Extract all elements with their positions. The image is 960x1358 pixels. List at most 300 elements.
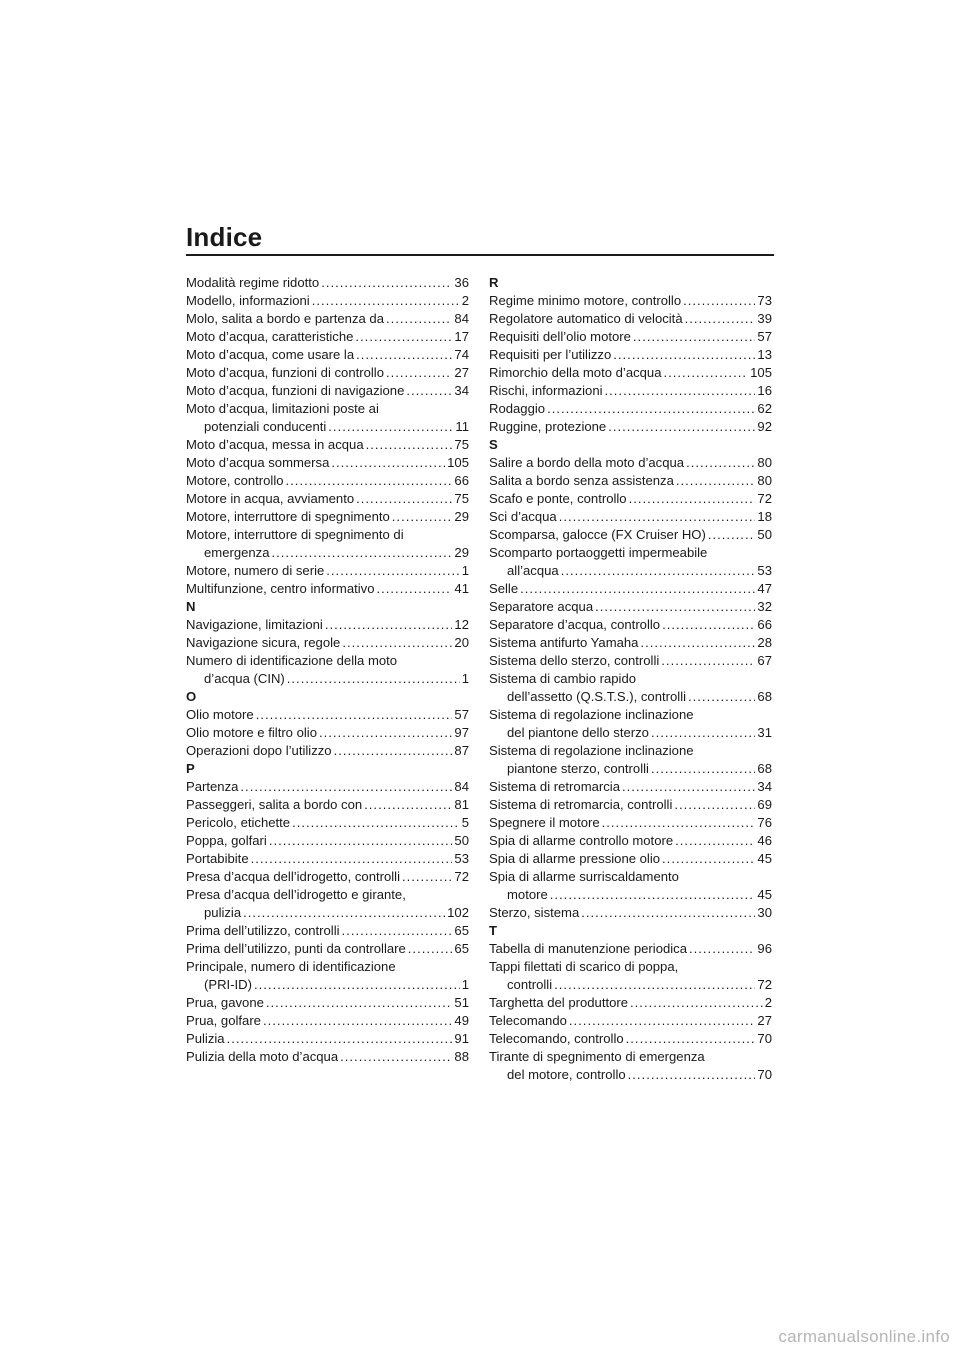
index-entry-text: Sistema di regolazione inclinazione <box>489 707 694 722</box>
index-entry <box>489 382 772 400</box>
index-entry <box>489 1030 772 1048</box>
index-entry <box>489 958 772 976</box>
index-entry-text: Numero di identificazione della moto <box>186 653 398 668</box>
index-page-number: 68 <box>757 761 772 776</box>
index-entry <box>489 616 772 634</box>
index-entry-text: dell’assetto (Q.S.T.S.), controlli <box>507 689 687 704</box>
index-entry <box>489 670 772 688</box>
dot-leader <box>554 976 755 994</box>
dot-leader <box>708 526 756 544</box>
index-page-number: 53 <box>454 851 469 866</box>
index-entry <box>489 832 772 850</box>
dot-leader <box>406 382 452 400</box>
index-entry-text: Telecomando, controllo <box>489 1031 624 1046</box>
index-section-letter <box>186 760 469 778</box>
watermark: carmanualsonline.info <box>778 1327 950 1346</box>
index-entry <box>186 868 469 886</box>
index-entry <box>186 616 469 634</box>
index-page-number: 70 <box>757 1067 772 1082</box>
dot-leader <box>321 274 452 292</box>
index-entry <box>186 832 469 850</box>
index-entry <box>489 508 772 526</box>
index-entry-text: Modalità regime ridotto <box>186 275 320 290</box>
index-entry <box>186 562 469 580</box>
index-page-number: 50 <box>454 833 469 848</box>
dot-leader <box>626 1030 756 1048</box>
dot-leader <box>661 652 755 670</box>
index-entry-text: Targhetta del produttore <box>489 995 629 1010</box>
index-entry-text: Moto d’acqua, funzioni di navigazione <box>186 383 405 398</box>
index-entry <box>489 1048 772 1066</box>
dot-leader <box>676 472 756 490</box>
dot-leader <box>286 472 453 490</box>
index-entry-text: Moto d’acqua, funzioni di controllo <box>186 365 384 380</box>
index-entry <box>186 328 469 346</box>
index-entry <box>489 292 772 310</box>
index-page-number: 45 <box>757 851 772 866</box>
dot-leader <box>613 346 755 364</box>
dot-leader <box>292 814 460 832</box>
dot-leader <box>356 346 452 364</box>
index-entry <box>489 904 772 922</box>
index-entry-text: Presa d’acqua dell’idrogetto, controlli <box>186 869 400 884</box>
index-page-number: 29 <box>454 545 469 560</box>
index-page-number: 27 <box>454 365 469 380</box>
index-entry <box>489 346 772 364</box>
index-entry-text: Portabibite <box>186 851 249 866</box>
index-entry-text: T <box>489 923 497 938</box>
index-entry-text: Sistema antifurto Yamaha <box>489 635 639 650</box>
index-entry <box>186 724 469 742</box>
dot-leader <box>342 634 452 652</box>
index-entry <box>186 526 469 544</box>
index-entry-text: (PRI-ID) <box>204 977 253 992</box>
index-page-number: 66 <box>454 473 469 488</box>
index-entry-text: Requisiti per l’utilizzo <box>489 347 612 362</box>
dot-leader <box>366 436 453 454</box>
index-entry-text: Ruggine, protezione <box>489 419 607 434</box>
index-entry <box>186 742 469 760</box>
index-page-number: 57 <box>757 329 772 344</box>
dot-leader <box>251 850 453 868</box>
index-entry-text: Sistema di retromarcia <box>489 779 620 794</box>
dot-leader <box>550 886 756 904</box>
index-page-number: 65 <box>454 923 469 938</box>
index-entry-text: Moto d’acqua, limitazioni poste ai <box>186 401 379 416</box>
index-entry <box>489 688 772 706</box>
index-page-number: 96 <box>757 941 772 956</box>
index-page-number: 2 <box>461 293 469 308</box>
index-entry-text: motore <box>507 887 548 902</box>
index-entry <box>186 796 469 814</box>
index-page-number: 30 <box>757 905 772 920</box>
index-entry-text: Modello, informazioni <box>186 293 310 308</box>
index-entry-text: Prima dell’utilizzo, controlli <box>186 923 340 938</box>
index-entry-text: Operazioni dopo l’utilizzo <box>186 743 332 758</box>
dot-leader <box>340 1048 452 1066</box>
index-entry-text: Rischi, informazioni <box>489 383 603 398</box>
dot-leader <box>602 814 756 832</box>
dot-leader <box>325 616 453 634</box>
index-page-number: 13 <box>757 347 772 362</box>
dot-leader <box>256 706 453 724</box>
dot-leader <box>559 508 756 526</box>
dot-leader <box>272 544 453 562</box>
index-entry-text: Sci d’acqua <box>489 509 557 524</box>
index-entry <box>489 598 772 616</box>
index-entry <box>186 994 469 1012</box>
index-page-number: 46 <box>757 833 772 848</box>
index-entry-text: Motore, controllo <box>186 473 284 488</box>
dot-leader <box>254 976 460 994</box>
index-entry-text: Scomparsa, galocce (FX Cruiser HO) <box>489 527 706 542</box>
index-entry <box>489 940 772 958</box>
index-entry <box>489 652 772 670</box>
dot-leader <box>356 490 452 508</box>
dot-leader <box>683 292 755 310</box>
index-page-number: 91 <box>454 1031 469 1046</box>
index-page-number: 34 <box>454 383 469 398</box>
index-entry-text: Moto d’acqua, come usare la <box>186 347 355 362</box>
index-page-number: 66 <box>757 617 772 632</box>
index-entry-text: Tappi filettati di scarico di poppa, <box>489 959 679 974</box>
index-entry-text: Regime minimo motore, controllo <box>489 293 682 308</box>
index-entry <box>186 778 469 796</box>
index-entry-text: Spegnere il motore <box>489 815 600 830</box>
index-entry-text: Moto d’acqua, messa in acqua <box>186 437 364 452</box>
index-page-number: 27 <box>757 1013 772 1028</box>
index-entry-text: Rodaggio <box>489 401 546 416</box>
index-entry-text: Tirante di spegnimento di emergenza <box>489 1049 705 1064</box>
index-entry <box>489 706 772 724</box>
dot-leader <box>662 616 755 634</box>
index-entry-text: Prima dell’utilizzo, punti da controllare <box>186 941 406 956</box>
dot-leader <box>547 400 755 418</box>
index-entry-text: del motore, controllo <box>507 1067 626 1082</box>
dot-leader <box>386 364 452 382</box>
index-entry-text: Salire a bordo della moto d’acqua <box>489 455 685 470</box>
dot-leader <box>633 328 756 346</box>
index-page-number: 12 <box>454 617 469 632</box>
index-entry-text: Navigazione sicura, regole <box>186 635 341 650</box>
index-entry <box>489 742 772 760</box>
dot-leader <box>331 454 445 472</box>
dot-leader <box>227 1030 453 1048</box>
index-entry <box>186 508 469 526</box>
index-entry-text: Motore in acqua, avviamento <box>186 491 355 506</box>
dot-leader <box>662 850 755 868</box>
index-entry-text: Motore, interruttore di spegnimento di <box>186 527 404 542</box>
index-entry-text: pulizia <box>204 905 242 920</box>
index-entry <box>489 1012 772 1030</box>
index-entry-text: Navigazione, limitazioni <box>186 617 323 632</box>
index-page-number: 20 <box>454 635 469 650</box>
index-page-number: 34 <box>757 779 772 794</box>
dot-leader <box>266 994 453 1012</box>
index-entry <box>489 454 772 472</box>
index-entry-text: Principale, numero di identificazione <box>186 959 396 974</box>
index-entry-text: Multifunzione, centro informativo <box>186 581 375 596</box>
index-entry-text: Sistema dello sterzo, controlli <box>489 653 660 668</box>
index-entry-text: Sistema di retromarcia, controlli <box>489 797 673 812</box>
index-entry <box>186 364 469 382</box>
index-entry-text: all’acqua <box>507 563 559 578</box>
index-entry <box>186 544 469 562</box>
index-page-number: 29 <box>454 509 469 524</box>
index-page-number: 87 <box>454 743 469 758</box>
index-entry-text: controlli <box>507 977 553 992</box>
index-page-number: 74 <box>454 347 469 362</box>
dot-leader <box>269 832 453 850</box>
dot-leader <box>689 940 755 958</box>
index-page-number: 80 <box>757 473 772 488</box>
dot-leader <box>240 778 452 796</box>
index-page-number: 51 <box>454 995 469 1010</box>
index-entry-text: Presa d’acqua dell’idrogetto e girante, <box>186 887 406 902</box>
index-entry-text: Spia di allarme surriscaldamento <box>489 869 679 884</box>
index-page-number: 105 <box>750 365 772 380</box>
page-title: Indice <box>186 222 263 252</box>
index-entry-text: Prua, golfare <box>186 1013 261 1028</box>
index-entry-text: N <box>186 599 196 614</box>
index-column-left <box>186 274 469 1066</box>
dot-leader <box>334 742 453 760</box>
index-entry <box>489 850 772 868</box>
index-entry <box>489 994 772 1012</box>
index-entry-text: P <box>186 761 195 776</box>
index-section-letter <box>186 598 469 616</box>
index-entry <box>186 1048 469 1066</box>
index-page-number: 50 <box>757 527 772 542</box>
index-entry <box>186 400 469 418</box>
index-entry <box>186 940 469 958</box>
index-page-number: 49 <box>454 1013 469 1028</box>
index-page-number: 102 <box>447 905 469 920</box>
dot-leader <box>640 634 755 652</box>
dot-leader <box>651 760 755 778</box>
index-entry-text: d’acqua (CIN) <box>204 671 285 686</box>
index-page-number: 72 <box>454 869 469 884</box>
index-page-number: 53 <box>757 563 772 578</box>
index-page-number: 32 <box>757 599 772 614</box>
index-entry <box>186 274 469 292</box>
index-column-right <box>489 274 772 1084</box>
index-entry-text: Separatore d’acqua, controllo <box>489 617 661 632</box>
index-entry-text: Olio motore <box>186 707 254 722</box>
index-entry-text: Salita a bordo senza assistenza <box>489 473 674 488</box>
index-section-letter <box>489 922 772 940</box>
index-entry <box>186 706 469 724</box>
index-page-number: 57 <box>454 707 469 722</box>
index-entry <box>186 1030 469 1048</box>
dot-leader <box>628 1066 756 1084</box>
index-entry-text: Pulizia <box>186 1031 225 1046</box>
dot-leader <box>675 832 755 850</box>
dot-leader <box>392 508 453 526</box>
index-page-number: 28 <box>757 635 772 650</box>
dot-leader <box>605 382 756 400</box>
dot-leader <box>408 940 453 958</box>
index-page-number: 81 <box>454 797 469 812</box>
index-entry <box>186 904 469 922</box>
index-entry-text: Motore, numero di serie <box>186 563 325 578</box>
index-page-number: 11 <box>455 419 469 434</box>
title-rule <box>186 254 774 256</box>
dot-leader <box>287 670 460 688</box>
index-entry-text: Olio motore e filtro olio <box>186 725 317 740</box>
index-page-number: 84 <box>454 779 469 794</box>
index-entry-text: Partenza <box>186 779 239 794</box>
index-page-number: 76 <box>757 815 772 830</box>
index-entry-text: Molo, salita a bordo e partenza da <box>186 311 384 326</box>
index-entry-text: Tabella di manutenzione periodica <box>489 941 687 956</box>
index-entry-text: R <box>489 275 499 290</box>
index-entry <box>489 310 772 328</box>
index-entry <box>186 634 469 652</box>
index-page-number: 1 <box>461 563 469 578</box>
dot-leader <box>328 418 453 436</box>
index-entry <box>489 976 772 994</box>
index-section-letter <box>186 688 469 706</box>
index-entry-text: Poppa, golfari <box>186 833 267 848</box>
index-entry <box>186 976 469 994</box>
index-page-number: 70 <box>757 1031 772 1046</box>
index-entry <box>489 778 772 796</box>
index-entry-text: Moto d’acqua, caratteristiche <box>186 329 354 344</box>
index-entry <box>186 670 469 688</box>
index-entry-text: Separatore acqua <box>489 599 594 614</box>
index-entry-text: del piantone dello sterzo <box>507 725 649 740</box>
index-entry-text: Prua, gavone <box>186 995 264 1010</box>
index-page-number: 80 <box>757 455 772 470</box>
index-page-number: 92 <box>757 419 772 434</box>
index-entry <box>489 760 772 778</box>
index-page-number: 69 <box>757 797 772 812</box>
dot-leader <box>685 310 756 328</box>
index-entry-text: Pericolo, etichette <box>186 815 291 830</box>
index-entry <box>489 328 772 346</box>
index-entry <box>186 958 469 976</box>
index-entry <box>489 400 772 418</box>
index-entry <box>489 544 772 562</box>
dot-leader <box>569 1012 756 1030</box>
index-entry-text: potenziali conducenti <box>204 419 327 434</box>
index-page-number: 18 <box>757 509 772 524</box>
dot-leader <box>319 724 452 742</box>
index-page-number: 84 <box>454 311 469 326</box>
index-entry-text: piantone sterzo, controlli <box>507 761 649 776</box>
index-entry <box>186 490 469 508</box>
dot-leader <box>243 904 445 922</box>
index-entry-text: Motore, interruttore di spegnimento <box>186 509 390 524</box>
index-entry-text: emergenza <box>204 545 270 560</box>
index-entry <box>186 310 469 328</box>
dot-leader <box>386 310 452 328</box>
index-entry-text: Scafo e ponte, controllo <box>489 491 627 506</box>
index-entry-text: Rimorchio della moto d’acqua <box>489 365 662 380</box>
dot-leader <box>377 580 453 598</box>
index-page-number: 88 <box>454 1049 469 1064</box>
index-entry-text: Requisiti dell’olio motore <box>489 329 631 344</box>
index-entry <box>489 814 772 832</box>
dot-leader <box>630 994 763 1012</box>
index-page-number: 72 <box>757 491 772 506</box>
index-entry <box>186 382 469 400</box>
index-entry <box>489 724 772 742</box>
index-page-number: 47 <box>757 581 772 596</box>
index-page-number: 16 <box>757 383 772 398</box>
index-entry <box>186 814 469 832</box>
index-entry-text: Selle <box>489 581 519 596</box>
index-entry <box>186 418 469 436</box>
index-entry <box>489 418 772 436</box>
index-entry <box>186 1012 469 1030</box>
dot-leader <box>664 364 749 382</box>
index-page-number: 72 <box>757 977 772 992</box>
dot-leader <box>595 598 755 616</box>
index-entry <box>186 292 469 310</box>
index-page-number: 31 <box>757 725 772 740</box>
index-entry <box>186 652 469 670</box>
index-page-number: 39 <box>757 311 772 326</box>
dot-leader <box>581 904 755 922</box>
index-entry-text: Regolatore automatico di velocità <box>489 311 683 326</box>
index-page-number: 2 <box>764 995 772 1010</box>
dot-leader <box>561 562 756 580</box>
index-page-number: 41 <box>454 581 469 596</box>
dot-leader <box>674 796 755 814</box>
index-entry <box>186 886 469 904</box>
index-entry <box>489 886 772 904</box>
index-entry-text: S <box>489 437 498 452</box>
index-page-number: 45 <box>757 887 772 902</box>
index-entry-text: Moto d’acqua sommersa <box>186 455 330 470</box>
index-entry <box>489 364 772 382</box>
index-page-number: 105 <box>447 455 469 470</box>
index-page-number: 73 <box>757 293 772 308</box>
index-entry-text: Passeggeri, salita a bordo con <box>186 797 363 812</box>
dot-leader <box>355 328 452 346</box>
index-entry-text: Spia di allarme controllo motore <box>489 833 674 848</box>
dot-leader <box>263 1012 452 1030</box>
index-entry-text: Sterzo, sistema <box>489 905 580 920</box>
index-page-number: 36 <box>454 275 469 290</box>
dot-leader <box>651 724 755 742</box>
index-page-number: 68 <box>757 689 772 704</box>
index-page-number: 67 <box>757 653 772 668</box>
index-page-number: 1 <box>461 671 469 686</box>
index-page-number: 75 <box>454 491 469 506</box>
index-page-number: 75 <box>454 437 469 452</box>
index-entry <box>489 868 772 886</box>
index-page-number: 97 <box>454 725 469 740</box>
index-page-number: 62 <box>757 401 772 416</box>
dot-leader <box>629 490 756 508</box>
index-page-number: 17 <box>454 329 469 344</box>
index-entry <box>186 346 469 364</box>
index-section-letter <box>489 436 772 454</box>
dot-leader <box>520 580 755 598</box>
index-entry-text: Sistema di cambio rapido <box>489 671 637 686</box>
index-entry-text: Spia di allarme pressione olio <box>489 851 661 866</box>
index-page-number: 65 <box>454 941 469 956</box>
index-entry <box>489 796 772 814</box>
index-entry <box>186 922 469 940</box>
index-entry-text: Telecomando <box>489 1013 567 1028</box>
index-entry <box>186 472 469 490</box>
dot-leader <box>342 922 453 940</box>
dot-leader <box>622 778 755 796</box>
